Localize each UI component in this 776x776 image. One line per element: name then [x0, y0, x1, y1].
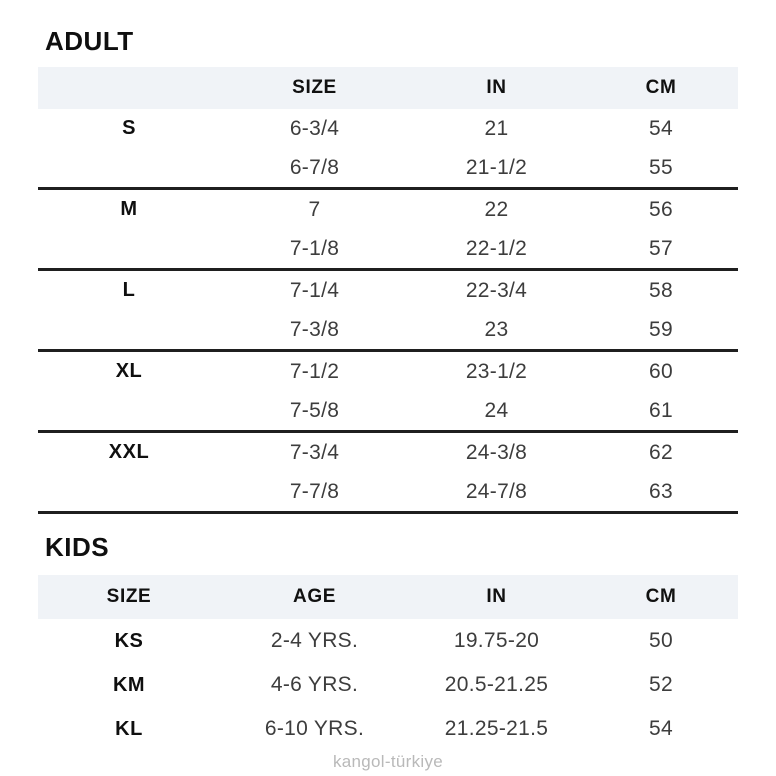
adult-value-cell: 59: [649, 317, 673, 341]
adult-value-cell: 7-1/2: [289, 359, 340, 383]
adult-value-cell: 21-1/2: [465, 155, 528, 179]
adult-table-row: [38, 148, 738, 187]
kids-cm-cell: 52: [649, 673, 673, 696]
kids-age-cell: 2-4 YRS.: [270, 629, 359, 652]
adult-size-group-m: [38, 190, 738, 271]
adult-size-group-xl: [38, 352, 738, 433]
adult-value-cell: 7-7/8: [289, 479, 340, 503]
adult-table-row: [38, 310, 738, 349]
kids-col-header-cm: CM: [645, 586, 677, 607]
adult-col-header-cm: CM: [645, 77, 677, 98]
adult-table-row: [38, 229, 738, 268]
kids-in-cell: 21.25-21.5: [444, 717, 549, 740]
adult-table-header-row: [38, 67, 738, 109]
adult-size-label-cell: M: [120, 198, 138, 220]
adult-value-cell: 22: [484, 197, 509, 221]
adult-table-row: [38, 190, 738, 229]
footer-brand-text: kangol-türkiye: [332, 752, 444, 771]
adult-table-row: [38, 271, 738, 310]
kids-table-body: [38, 619, 738, 751]
adult-value-cell: 58: [649, 278, 673, 302]
kids-col-header-age: AGE: [293, 586, 336, 607]
kids-cm-cell: 54: [649, 717, 673, 740]
adult-value-cell: 24: [484, 398, 509, 422]
kids-in-cell: 20.5-21.25: [444, 673, 549, 696]
adult-value-cell: 7-3/4: [289, 440, 340, 464]
adult-value-cell: 24-3/8: [465, 440, 528, 464]
adult-col-header-in: IN: [486, 77, 507, 98]
adult-col-header-size: SIZE: [292, 77, 337, 98]
adult-value-cell: 21: [484, 116, 509, 140]
adult-table-row: [38, 391, 738, 430]
kids-col-header-size: SIZE: [106, 586, 152, 607]
adult-value-cell: 7-1/4: [289, 278, 340, 302]
kids-size-cell: KL: [115, 717, 143, 740]
adult-size-label-cell: L: [122, 279, 136, 301]
kids-table-row: [38, 619, 738, 663]
adult-table-row: [38, 352, 738, 391]
adult-size-label-cell: XXL: [108, 441, 150, 463]
kids-table-row: [38, 663, 738, 707]
adult-table-body: [38, 109, 738, 514]
adult-value-cell: 55: [649, 155, 673, 179]
kids-table-row: [38, 707, 738, 751]
adult-section: [38, 28, 738, 514]
kids-age-cell: 4-6 YRS.: [270, 673, 359, 696]
adult-value-cell: 56: [649, 197, 673, 221]
adult-value-cell: 6-7/8: [289, 155, 340, 179]
adult-value-cell: 54: [649, 116, 673, 140]
adult-value-cell: 63: [649, 479, 673, 503]
adult-table-row: [38, 472, 738, 511]
adult-value-cell: 7: [308, 197, 321, 221]
kids-in-cell: 19.75-20: [453, 629, 540, 652]
adult-value-cell: 22-3/4: [465, 278, 528, 302]
adult-value-cell: 7-3/8: [289, 317, 340, 341]
kids-col-header-in: IN: [486, 586, 507, 607]
kids-table-header-row: [38, 575, 738, 619]
kids-size-cell: KS: [114, 629, 144, 652]
adult-size-label-cell: S: [122, 117, 136, 139]
adult-value-cell: 22-1/2: [465, 236, 528, 260]
kids-size-cell: KM: [112, 673, 146, 696]
adult-value-cell: 23: [484, 317, 509, 341]
adult-table-row: [38, 109, 738, 148]
adult-table-row: [38, 433, 738, 472]
adult-size-group-xxl: [38, 433, 738, 514]
adult-section-title: ADULT: [45, 26, 134, 56]
kids-section-title: KIDS: [45, 532, 110, 562]
kids-age-cell: 6-10 YRS.: [264, 717, 365, 740]
adult-value-cell: 57: [649, 236, 673, 260]
kids-cm-cell: 50: [649, 629, 673, 652]
adult-size-table: [38, 67, 738, 514]
adult-value-cell: 6-3/4: [289, 116, 340, 140]
adult-size-group-l: [38, 271, 738, 352]
adult-value-cell: 61: [649, 398, 673, 422]
adult-value-cell: 23-1/2: [465, 359, 528, 383]
adult-value-cell: 24-7/8: [465, 479, 528, 503]
adult-value-cell: 60: [649, 359, 673, 383]
adult-value-cell: 62: [649, 440, 673, 464]
adult-size-group-s: [38, 109, 738, 190]
adult-value-cell: 7-1/8: [289, 236, 340, 260]
adult-size-label-cell: XL: [115, 360, 143, 382]
kids-size-table: [38, 575, 738, 751]
adult-value-cell: 7-5/8: [289, 398, 340, 422]
kids-section: [38, 534, 738, 751]
